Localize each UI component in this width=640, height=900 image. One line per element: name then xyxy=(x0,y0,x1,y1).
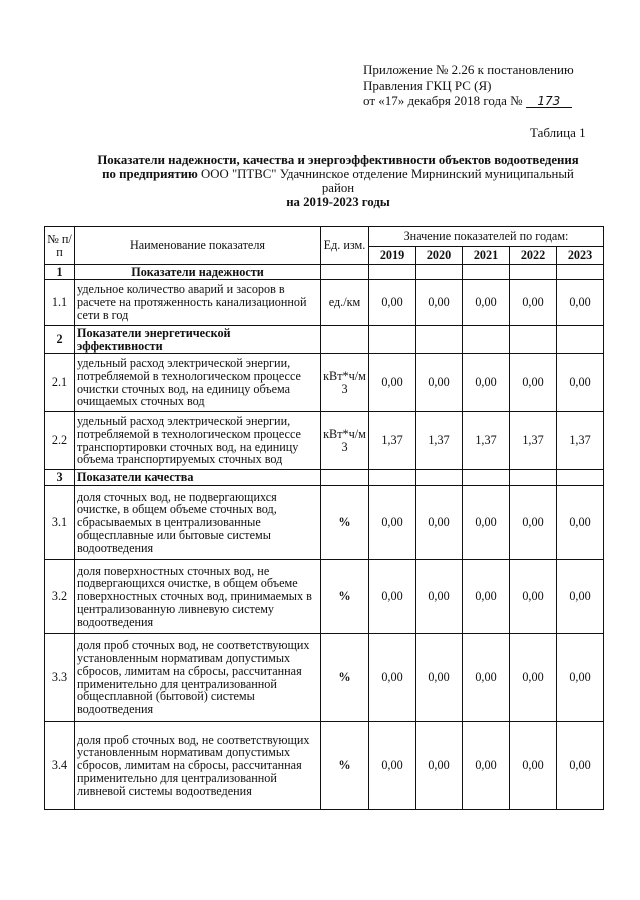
value-cell xyxy=(557,470,604,486)
value-cell: 0,00 xyxy=(416,634,463,722)
value-cell: 0,00 xyxy=(369,280,416,326)
value-cell: 0,00 xyxy=(463,354,510,412)
indicator-name: удельный расход электрической энергии, потребляемой в технологическом процессе транспортировки сточных вод, на единицу объема транспортируемых сточных вод xyxy=(75,412,321,470)
value-cell: 0,00 xyxy=(557,560,604,634)
unit-cell: % xyxy=(321,486,369,560)
unit-cell: % xyxy=(321,722,369,810)
header-year-2019: 2019 xyxy=(369,247,416,265)
title-line-4: на 2019-2023 годы xyxy=(286,195,390,209)
value-cell xyxy=(557,326,604,354)
value-cell: 0,00 xyxy=(416,486,463,560)
value-cell: 0,00 xyxy=(463,280,510,326)
value-cell: 0,00 xyxy=(510,722,557,810)
section-row xyxy=(45,470,604,486)
row-number: 3.1 xyxy=(45,486,75,560)
indicator-name: удельное количество аварий и засоров в расчете на протяженность канализационной сети в год xyxy=(75,280,321,326)
value-cell: 1,37 xyxy=(416,412,463,470)
section-title: Показатели качества xyxy=(75,470,321,486)
value-cell xyxy=(510,326,557,354)
value-cell: 0,00 xyxy=(510,560,557,634)
appendix-line-1: Приложение № 2.26 к постановлению xyxy=(363,62,574,77)
value-cell: 0,00 xyxy=(369,722,416,810)
indicator-name: доля проб сточных вод, не соответствующих установленным нормативам допустимых сбросов, лимитам на сбросы, рассчитанная применительно для централизованной общесплавной (бытовой) системы водоотведения xyxy=(75,634,321,722)
value-cell xyxy=(416,470,463,486)
appendix-line-2: Правления ГКЦ РС (Я) xyxy=(363,77,492,93)
header-values: Значение показателей по годам: xyxy=(369,227,604,247)
unit-cell xyxy=(321,326,369,354)
value-cell: 0,00 xyxy=(369,560,416,634)
section-title: Показатели энергетической эффективности xyxy=(75,326,321,354)
value-cell: 1,37 xyxy=(369,412,416,470)
header-year-2022: 2022 xyxy=(510,247,557,265)
row-number: 3.3 xyxy=(45,634,75,722)
value-cell xyxy=(510,470,557,486)
handwritten-number: 173 xyxy=(526,95,572,108)
value-cell: 0,00 xyxy=(557,354,604,412)
unit-cell: % xyxy=(321,560,369,634)
value-cell: 0,00 xyxy=(416,722,463,810)
row-number: 2 xyxy=(45,326,75,354)
indicator-name: доля сточных вод, не подвергающихся очистке, в общем объеме сточных вод, сбрасываемых в централизованные общесплавные или бытовые системы водоотведения xyxy=(75,486,321,560)
title-line-2-rest: ООО "ПТВС" Удачнинское отделение Мирнинский муниципальный xyxy=(201,167,574,181)
appendix-date: от «17» декабря 2018 года № xyxy=(363,93,523,108)
value-cell: 0,00 xyxy=(557,280,604,326)
section-row xyxy=(45,326,604,354)
value-cell xyxy=(369,265,416,280)
value-cell xyxy=(369,326,416,354)
unit-cell: кВт*ч/м3 xyxy=(321,354,369,412)
header-year-2020: 2020 xyxy=(416,247,463,265)
value-cell: 0,00 xyxy=(416,560,463,634)
value-cell: 0,00 xyxy=(416,280,463,326)
value-cell: 0,00 xyxy=(557,634,604,722)
indicator-name: доля проб сточных вод, не соответствующих установленным нормативам допустимых сбросов, лимитам на сбросы, рассчитанная применительно для централизованной ливневой системы водоотведения xyxy=(75,722,321,810)
value-cell: 0,00 xyxy=(510,280,557,326)
row-number: 1 xyxy=(45,265,75,280)
unit-cell: % xyxy=(321,634,369,722)
value-cell xyxy=(463,326,510,354)
value-cell: 1,37 xyxy=(557,412,604,470)
value-cell: 0,00 xyxy=(369,486,416,560)
value-cell: 0,00 xyxy=(557,486,604,560)
table-row xyxy=(45,486,604,560)
indicator-name: удельный расход электрической энергии, потребляемой в технологическом процессе очистки сточных вод, на единицу объема очищаемых сточных вод xyxy=(75,354,321,412)
table-row xyxy=(45,722,604,810)
section-row xyxy=(45,265,604,280)
indicator-name: доля поверхностных сточных вод, не подвергающихся очистке, в общем объеме поверхностных сточных вод, принимаемых в централизованную ливневую систему водоотведения xyxy=(75,560,321,634)
appendix-line-3 xyxy=(363,93,623,109)
unit-cell: кВт*ч/м3 xyxy=(321,412,369,470)
unit-cell xyxy=(321,265,369,280)
value-cell: 0,00 xyxy=(369,354,416,412)
value-cell xyxy=(369,470,416,486)
value-cell xyxy=(463,470,510,486)
value-cell: 0,00 xyxy=(369,634,416,722)
value-cell xyxy=(463,265,510,280)
value-cell xyxy=(510,265,557,280)
row-number: 2.2 xyxy=(45,412,75,470)
row-number: 3 xyxy=(45,470,75,486)
header-num: № п/п xyxy=(45,227,75,265)
indicators-table xyxy=(44,226,604,810)
value-cell xyxy=(416,326,463,354)
table-row xyxy=(45,634,604,722)
header-year-2021: 2021 xyxy=(463,247,510,265)
row-number: 3.4 xyxy=(45,722,75,810)
value-cell: 1,37 xyxy=(463,412,510,470)
unit-cell: ед./км xyxy=(321,280,369,326)
row-number: 2.1 xyxy=(45,354,75,412)
table-row xyxy=(45,354,604,412)
value-cell: 1,37 xyxy=(510,412,557,470)
title-line-1: Показатели надежности, качества и энергоэффективности объектов водоотведения xyxy=(97,153,579,167)
value-cell: 0,00 xyxy=(510,354,557,412)
section-title: Показатели надежности xyxy=(75,265,321,280)
value-cell: 0,00 xyxy=(463,486,510,560)
value-cell: 0,00 xyxy=(416,354,463,412)
table-label: Таблица 1 xyxy=(530,125,586,140)
document-title xyxy=(88,153,588,209)
row-number: 1.1 xyxy=(45,280,75,326)
title-line-2-bold: по предприятию xyxy=(102,167,198,181)
header-unit: Ед. изм. xyxy=(321,227,369,265)
value-cell xyxy=(416,265,463,280)
value-cell xyxy=(557,265,604,280)
value-cell: 0,00 xyxy=(463,560,510,634)
unit-cell xyxy=(321,470,369,486)
row-number: 3.2 xyxy=(45,560,75,634)
header-name: Наименование показателя xyxy=(75,227,321,265)
value-cell: 0,00 xyxy=(557,722,604,810)
header-year-2023: 2023 xyxy=(557,247,604,265)
value-cell: 0,00 xyxy=(463,634,510,722)
value-cell: 0,00 xyxy=(510,486,557,560)
title-line-3: район xyxy=(321,181,355,195)
value-cell: 0,00 xyxy=(463,722,510,810)
table-row xyxy=(45,560,604,634)
value-cell: 0,00 xyxy=(510,634,557,722)
table-row xyxy=(45,412,604,470)
appendix-header xyxy=(363,62,623,109)
table-row xyxy=(45,280,604,326)
